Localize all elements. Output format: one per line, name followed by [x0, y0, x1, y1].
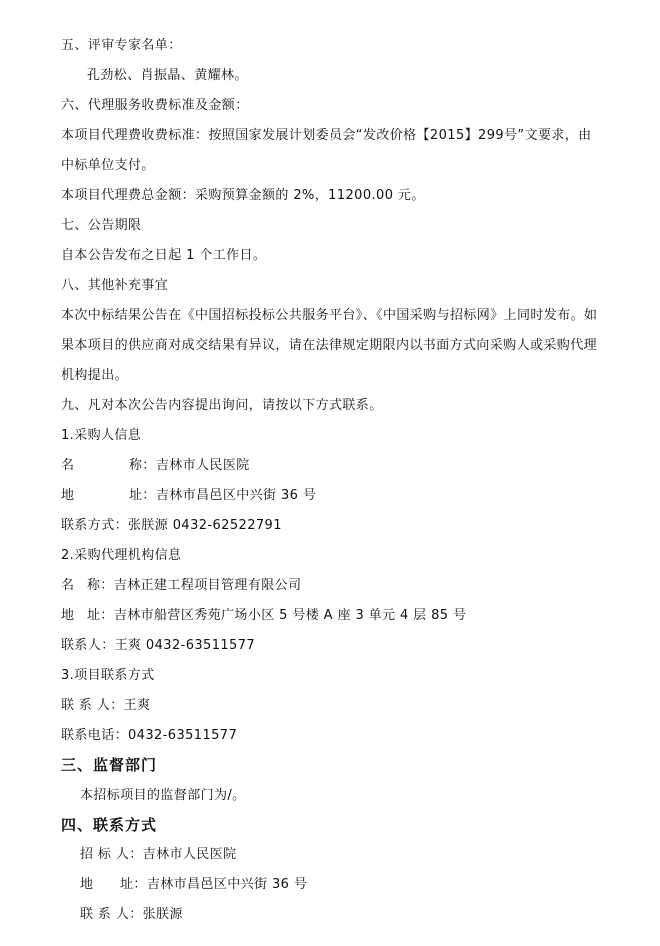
fee-standard-line1: 本项目代理费收费标准：按照国家发展计划委员会“发改价格【2015】299号”文要求，由	[61, 128, 592, 143]
contact-label: 联 系 人：	[80, 907, 143, 922]
tenderer-value: 吉林市人民医院	[142, 847, 237, 862]
section7-title: 七、公告期限	[61, 218, 142, 233]
section9-title: 九、凡对本次公告内容提出询问，请按以下方式联系。	[61, 398, 383, 413]
supplement-line1: 本次中标结果公告在《中国招标投标公共服务平台》、《中国采购与招标网》上同时发布。如	[61, 308, 598, 323]
purchaser-address-label-tail: 址：	[129, 488, 156, 503]
agency-contact: 联系人：王爽 0432-63511577	[61, 638, 256, 653]
purchaser-address: 吉林市昌邑区中兴街 36 号	[155, 488, 317, 503]
purchaser-address-row	[61, 487, 316, 505]
purchaser-name-label-tail: 称：	[129, 458, 156, 473]
contact-value: 张朕源	[142, 907, 183, 922]
purchaser-name-row	[61, 457, 250, 475]
project-contact-phone: 联系电话：0432-63511577	[61, 728, 238, 743]
supplement-line3: 机构提出。	[61, 368, 129, 383]
section5-title: 五、评审专家名单：	[61, 38, 182, 53]
purchaser-contact: 联系方式：张朕源 0432-62522791	[61, 518, 282, 533]
contact-row	[80, 906, 183, 924]
address-value: 吉林市昌邑区中兴街 36 号	[146, 877, 308, 892]
fee-total: 本项目代理费总金额：采购预算金额的 2%，11200.00 元。	[61, 188, 425, 203]
section6-title: 六、代理服务收费标准及金额：	[61, 98, 249, 113]
part4-heading: 四、联系方式	[61, 816, 158, 834]
project-contact-heading: 3.项目联系方式	[61, 668, 155, 683]
address-label: 地	[80, 877, 94, 892]
agency-name-label-tail: 称：	[87, 578, 114, 593]
expert-list: 孔劲松、肖振晶、黄耀林。	[87, 68, 248, 83]
tenderer-label: 招 标 人：	[80, 847, 143, 862]
fee-standard-line2: 中标单位支付。	[61, 158, 155, 173]
address-label-tail: 址：	[120, 877, 147, 892]
agency-name-label: 名	[61, 578, 75, 593]
supplement-line2: 果本项目的供应商对成交结果有异议，请在法律规定期限内以书面方式向采购人或采购代理	[61, 338, 598, 353]
project-contact-person: 联 系 人：王爽	[61, 698, 151, 713]
purchaser-name: 吉林市人民医院	[155, 458, 250, 473]
agency-address: 吉林市船营区秀苑广场小区 5 号楼 A 座 3 单元 4 层 85 号	[113, 608, 467, 623]
purchaser-name-label: 名	[61, 458, 75, 473]
tenderer-row	[80, 846, 236, 864]
agency-address-label: 地	[61, 608, 75, 623]
agency-address-row	[61, 607, 466, 625]
agency-heading: 2.采购代理机构信息	[61, 548, 182, 563]
purchaser-address-label: 地	[61, 488, 75, 503]
part3-heading: 三、监督部门	[61, 756, 158, 774]
purchaser-heading: 1.采购人信息	[61, 428, 142, 443]
section8-title: 八、其他补充事宜	[61, 278, 169, 293]
agency-name-row	[61, 577, 301, 595]
supervision-text: 本招标项目的监督部门为/。	[80, 788, 246, 803]
notice-period: 自本公告发布之日起 1 个工作日。	[61, 248, 267, 263]
address-row	[80, 876, 307, 894]
agency-address-label-tail: 址：	[87, 608, 114, 623]
agency-name: 吉林正建工程项目管理有限公司	[113, 578, 302, 593]
